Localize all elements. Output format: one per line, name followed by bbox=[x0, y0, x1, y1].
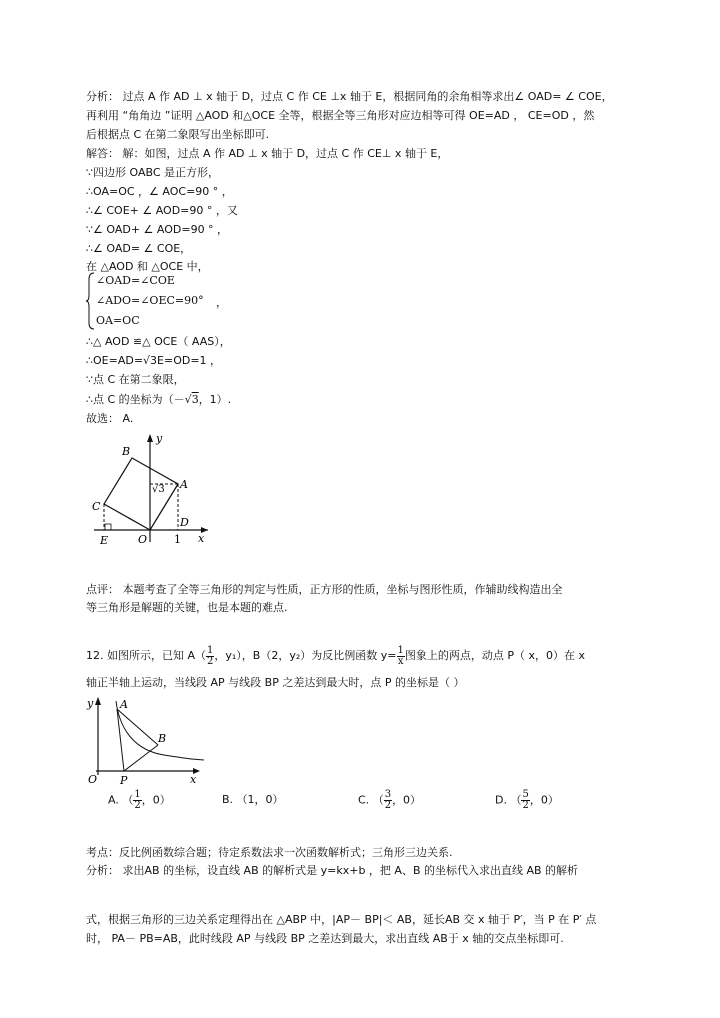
label-c: C bbox=[92, 500, 101, 513]
option-c-letter: C. bbox=[358, 793, 370, 807]
segment-bp bbox=[124, 745, 158, 771]
fraction-one-over-x: $\frac{1}{x}$ bbox=[397, 644, 404, 667]
figure-hyperbola bbox=[86, 693, 206, 789]
solution-line-2: ∵四边形 OABC 是正方形， bbox=[86, 166, 220, 179]
option-b[interactable] bbox=[222, 790, 284, 810]
question-12-line-2: 轴正半轴上运动，当线段 AP 与线段 BP 之差达到最大时，点 P 的坐标是（ ） bbox=[86, 676, 465, 689]
solution-line-1: 解答： 解：如图，过点 A 作 AD ⊥ x 轴于 D，过点 C 作 CE⊥ x 轴于 E， bbox=[86, 147, 449, 160]
figure-square-coordinate bbox=[86, 430, 216, 554]
system-line-1: ∠OAD=∠COE bbox=[96, 274, 175, 287]
analysis-line-1: 分析： 过点 A 作 AD ⊥ x 轴于 D，过点 C 作 CE ⊥x 轴于 E，根据同角的余角相等求出∠ OAD= ∠ COE， bbox=[86, 90, 613, 103]
label-a: A bbox=[120, 698, 128, 711]
option-c-fraction: $\frac{3}{2}$ bbox=[384, 789, 392, 811]
label-o: O bbox=[88, 773, 98, 785]
segment-ap bbox=[117, 709, 124, 771]
option-c-open: （ bbox=[372, 793, 384, 807]
analysis2-line: 分析： 求出AB 的坐标，设直线 AB 的解析式是 y=kx+b ，把 A、B 的坐标代入求出直线 AB 的解析 bbox=[86, 864, 579, 877]
bottom-line-1: 式，根据三角形的三边关系定理得出在 △ABP 中，|AP－ BP|＜ AB，延长AB 交 x 轴于 P′，当 P 在 P′ 点 bbox=[86, 913, 597, 926]
option-c-close: ，0） bbox=[392, 793, 422, 807]
bottom-line-2: 时， PA－ PB=AB，此时线段 AP 与线段 BP 之差达到最大，求出直线 AB于 x 轴的交点坐标即可. bbox=[86, 932, 564, 945]
option-a-open: （ bbox=[122, 793, 134, 807]
sqrt-expression: √3 bbox=[184, 393, 199, 406]
option-d-close: ，0） bbox=[529, 793, 559, 807]
solution-line-4: ∴∠ COE+ ∠ AOD=90 ° ，又 bbox=[86, 204, 238, 217]
question-12-line-1 bbox=[86, 643, 585, 669]
analysis-line-3: 后根据点 C 在第二象限写出坐标即可. bbox=[86, 128, 270, 141]
system-line-3: OA=OC bbox=[96, 314, 140, 327]
label-e: E bbox=[100, 534, 109, 547]
option-c[interactable] bbox=[358, 790, 421, 811]
q12-prefix: 12. 如图所示，已知 A（ bbox=[86, 649, 207, 662]
system-line-2: ∠ADO=∠OEC=90° bbox=[96, 294, 204, 307]
equation-system bbox=[86, 271, 286, 331]
label-sqrt3: √3 bbox=[152, 484, 165, 495]
label-y: y bbox=[87, 697, 94, 710]
length-line: ∴OE=AD=√3E=OD=1 ， bbox=[86, 354, 222, 367]
analysis-line-2: 再利用 “角角边 ”证明 △AOD 和△OCE 全等，根据全等三角形对应边相等可得 OE=AD ， CE=OD ，然 bbox=[86, 109, 595, 122]
option-a[interactable] bbox=[108, 790, 171, 811]
label-b: B bbox=[158, 732, 167, 745]
option-d[interactable] bbox=[495, 790, 559, 811]
right-angle-mark bbox=[105, 524, 111, 530]
option-b-text: （1，0） bbox=[236, 793, 284, 806]
system-comma: ， bbox=[216, 296, 227, 309]
option-a-close: ，0） bbox=[141, 793, 171, 807]
label-p: P bbox=[120, 774, 128, 785]
knowledge-point-line: 考点：反比例函数综合题；待定系数法求一次函数解析式；三角形三边关系. bbox=[86, 846, 453, 859]
left-brace-icon bbox=[86, 271, 96, 331]
sqrt-radicand: 3 bbox=[191, 393, 199, 406]
label-d: D bbox=[180, 516, 189, 529]
coordinate-line bbox=[86, 392, 231, 408]
coordinate-prefix: ∴点 C 的坐标为（－ bbox=[86, 393, 185, 406]
square-oabc bbox=[104, 458, 178, 530]
label-one: 1 bbox=[174, 533, 181, 546]
option-d-open: （ bbox=[510, 793, 522, 807]
congruence-line: ∴△ AOD ≌△ OCE（ AAS）， bbox=[86, 335, 231, 348]
label-x: x bbox=[190, 773, 197, 785]
comment-line-1: 点评： 本题考查了全等三角形的判定与性质，正方形的性质，坐标与图形性质，作辅助线构造出全 bbox=[86, 583, 563, 596]
hyperbola-curve bbox=[116, 701, 204, 760]
option-a-fraction: $\frac{1}{2}$ bbox=[134, 789, 141, 811]
label-x: x bbox=[198, 532, 205, 545]
q12-y-prefix: y= bbox=[380, 649, 397, 662]
label-o: O bbox=[138, 533, 148, 546]
option-a-letter: A. bbox=[108, 793, 119, 807]
solution-line-6: ∴∠ OAD= ∠ COE， bbox=[86, 242, 192, 255]
label-y: y bbox=[156, 432, 163, 445]
comment-line-2: 等三角形是解题的关键，也是本题的难点. bbox=[86, 601, 288, 614]
y-axis bbox=[95, 697, 101, 775]
solution-line-7: 在 △AOD 和 △OCE 中， bbox=[86, 260, 209, 273]
x-axis bbox=[96, 768, 200, 774]
coordinate-suffix: ，1）. bbox=[198, 393, 232, 406]
label-b: B bbox=[122, 445, 131, 458]
solution-line-5: ∵∠ OAD+ ∠ AOD=90 ° ， bbox=[86, 223, 229, 236]
quadrant-line: ∵点 C 在第二象限， bbox=[86, 373, 185, 386]
q12-rest: 图象上的两点，动点 P（ x，0）在 x bbox=[404, 649, 586, 662]
answer-line: 故选： A. bbox=[86, 412, 134, 425]
fraction-one-half: $\frac{1}{2}$ bbox=[207, 644, 214, 667]
option-b-letter: B. bbox=[222, 793, 234, 806]
label-a: A bbox=[180, 478, 188, 491]
q12-mid: ，y₁），B（2，y₂）为反比例函数 bbox=[214, 649, 378, 662]
option-d-fraction: $\frac{5}{2}$ bbox=[522, 789, 529, 811]
option-d-letter: D. bbox=[495, 793, 507, 807]
solution-line-3: ∴OA=OC ，∠ AOC=90 ° ， bbox=[86, 185, 233, 198]
